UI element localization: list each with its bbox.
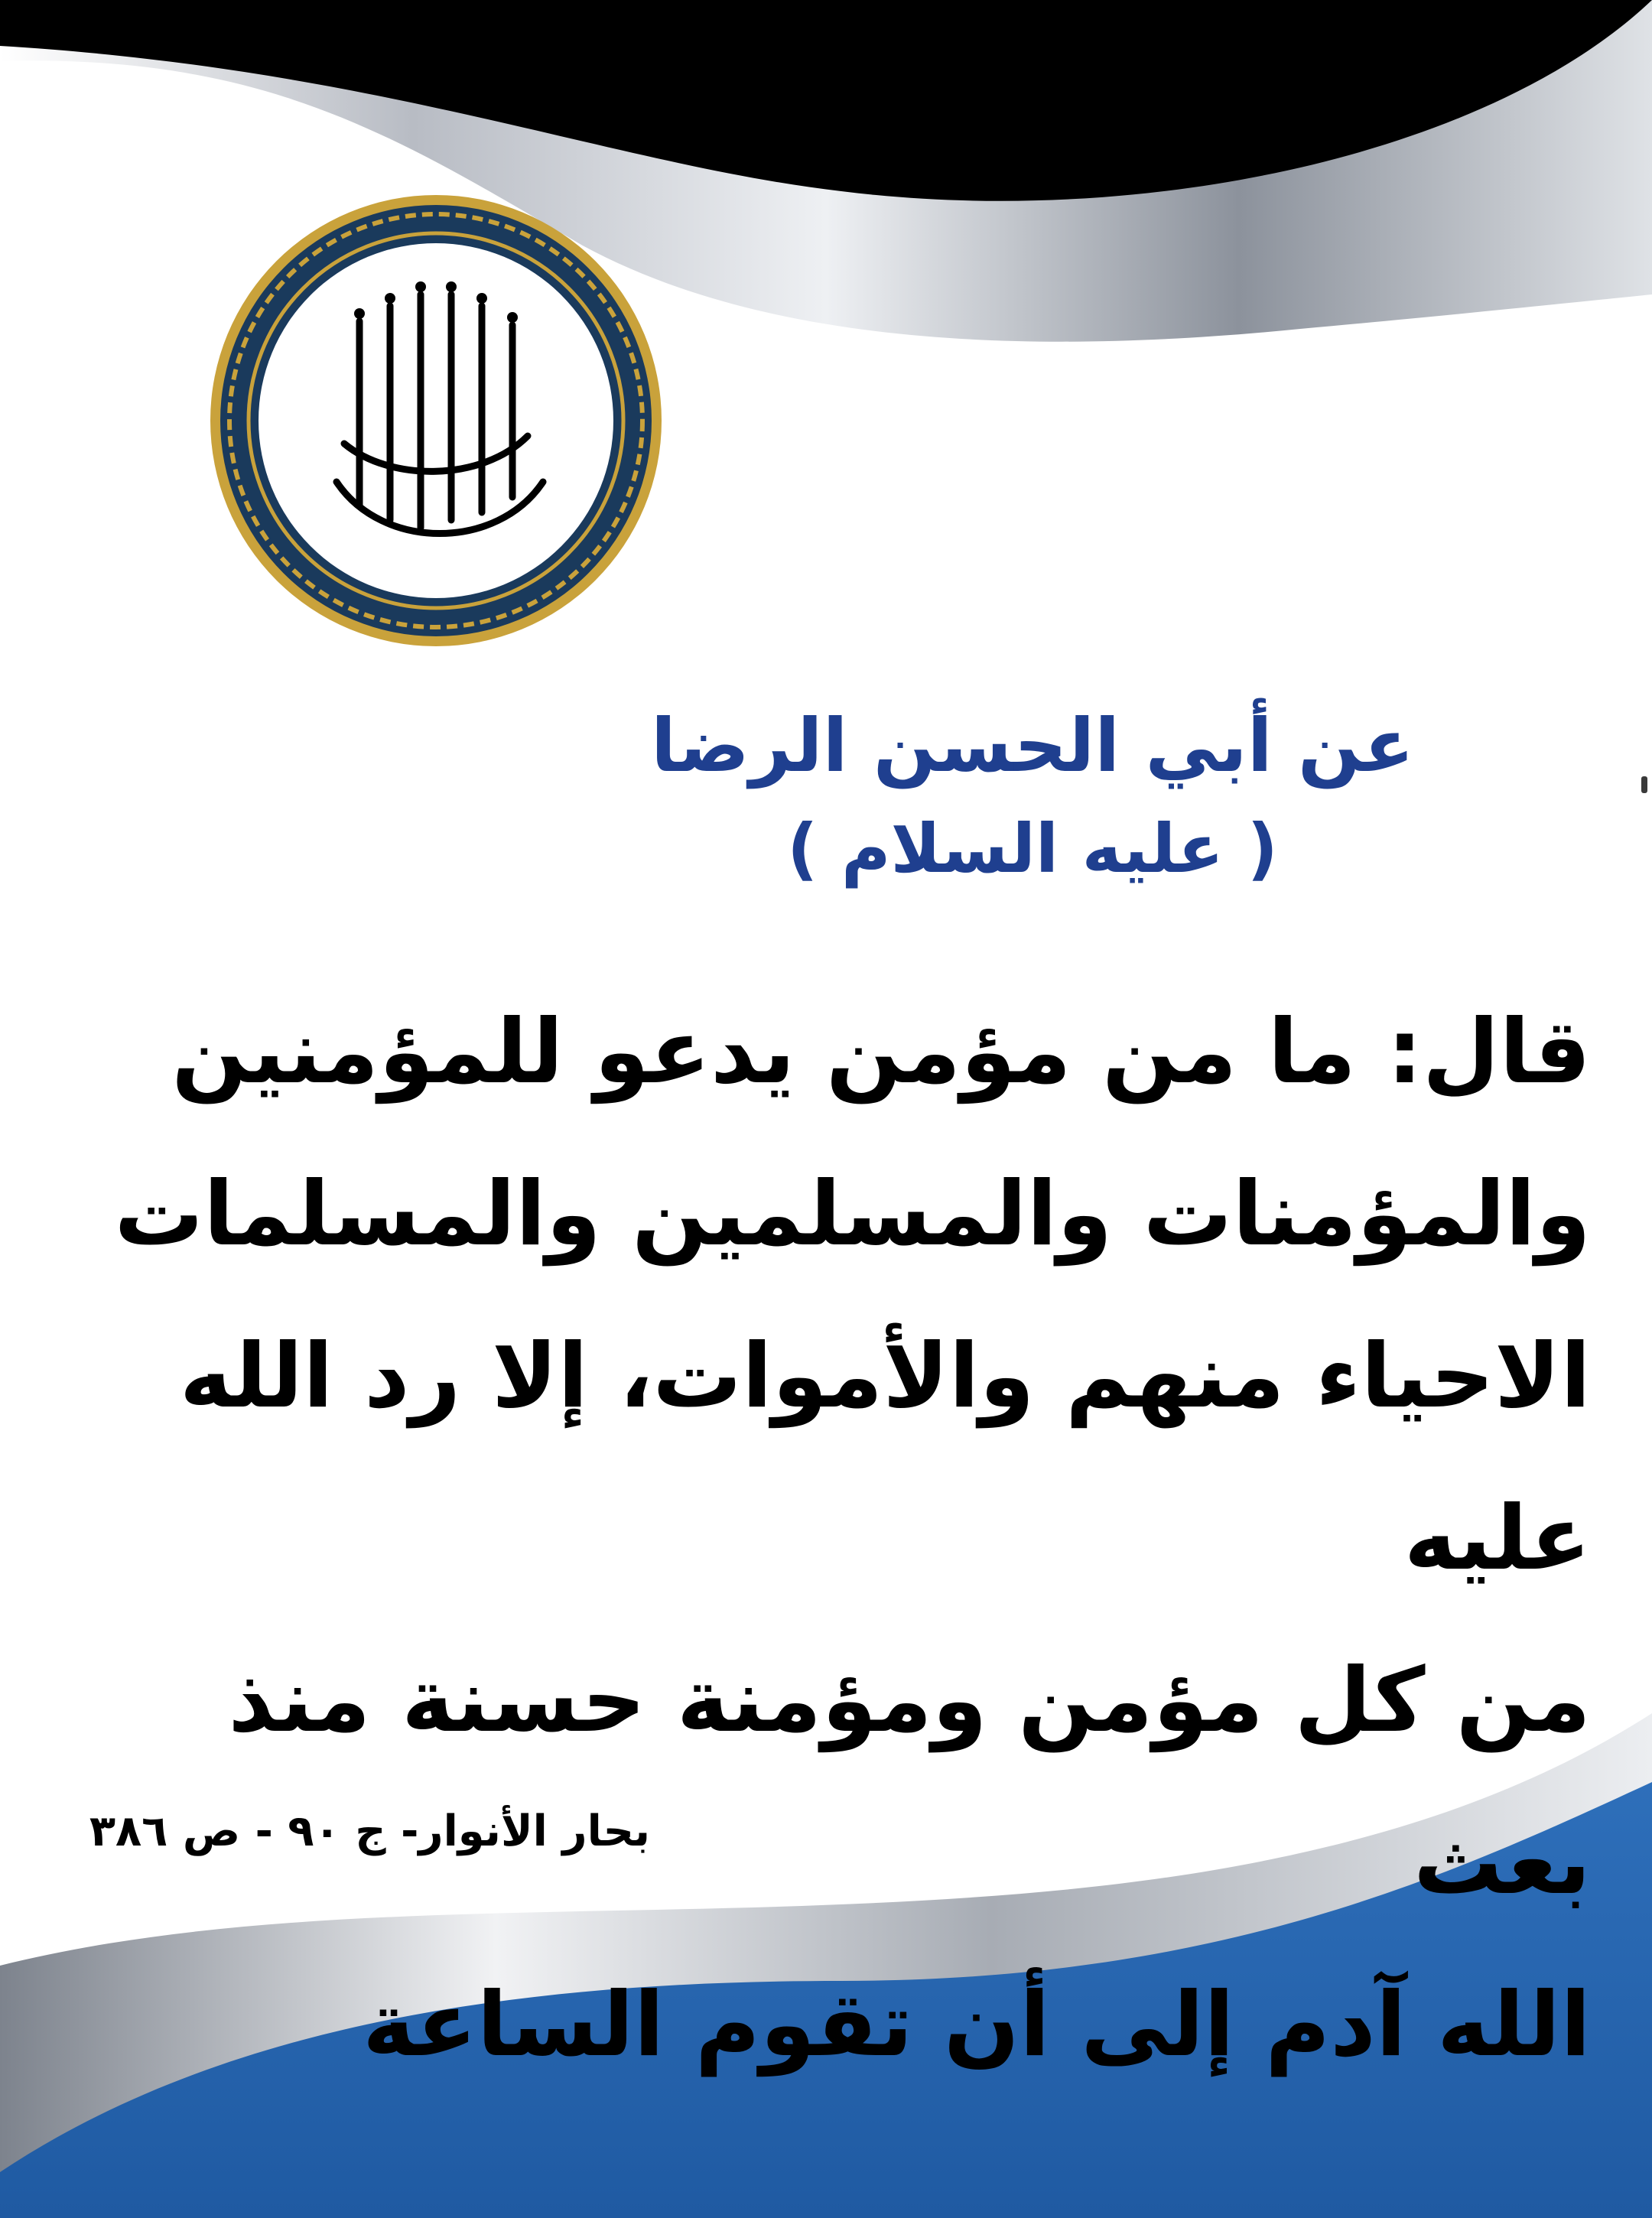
citation: بحار الأنوار- ج ٩٠ - ص ٣٨٦ bbox=[89, 1807, 650, 1856]
quote-text bbox=[46, 971, 1591, 2106]
quote-line-3: الاحياء منهم والأموات، إلا رد الله عليه bbox=[179, 1325, 1591, 1590]
calligraphy-medallion-icon bbox=[206, 191, 665, 650]
quote-line-4: من كل مؤمن ومؤمنة حسنة منذ بعث bbox=[228, 1649, 1591, 1914]
quote-line-2: والمؤمنات والمسلمين والمسلمات bbox=[114, 1163, 1591, 1266]
quote-line-1: قال: ما من مؤمن يدعو للمؤمنين bbox=[171, 1000, 1591, 1104]
edge-mark bbox=[1641, 776, 1647, 793]
heading bbox=[581, 692, 1484, 899]
heading-line-1: عن أبي الحسن الرضا bbox=[650, 703, 1414, 789]
heading-line-2: ( عليه السلام ) bbox=[787, 809, 1278, 888]
quote-line-5: الله آدم إلى أن تقوم الساعة bbox=[363, 1973, 1591, 2077]
